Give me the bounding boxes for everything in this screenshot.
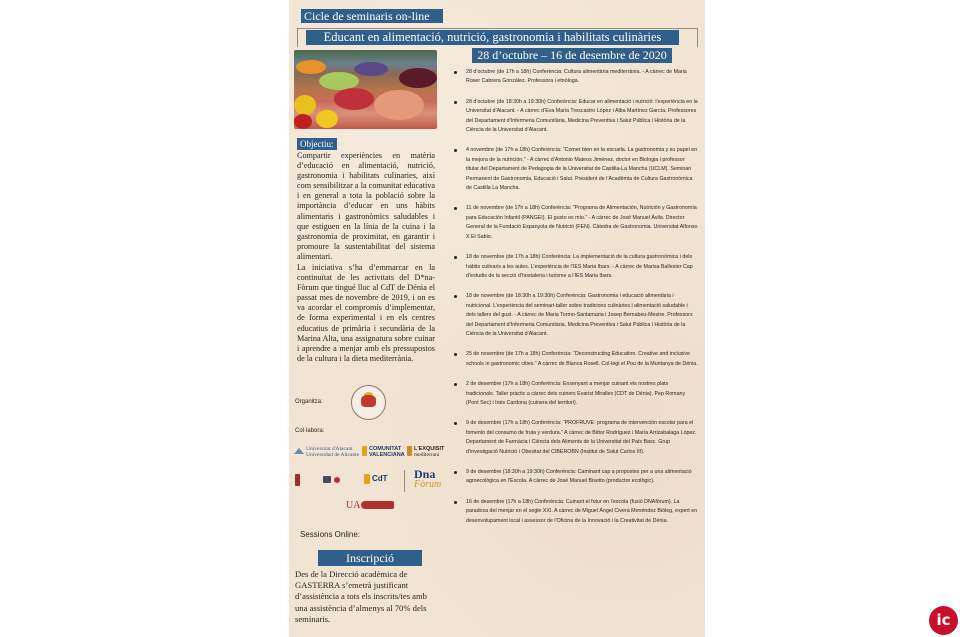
objective-text: Compartir experiències en matèria d’educació en alimentació, nutrició, gastronomia i habilitats culinaries, així com sensibilitzar a la comunitat educativa i en general a tota la població sobre la importància d’educar en uns hàbits alimentaris i gastronòmics saludables i que estiguen en la línia de la cuina i la gastronomia de proximitat, en garantir i promoure la sustentabilitat del sistema alimentari. [297, 151, 435, 261]
cdt-logo-icon [364, 474, 370, 484]
exquisit-logo-icon [407, 446, 412, 456]
ua-short-logo: UA [346, 500, 361, 511]
creative-cities-logo [334, 477, 340, 483]
unesco-logo [323, 476, 331, 483]
event-item: 11 de novembre (de 17h a 18h) Conferència: “Programa de Alimentación, Nutrición y Gastronomía para Educación Infantil (PANGEI). El gusto es mío.” - A càrrec de José Manuel Ávila. Director General de la Fundació Espanyola de Nutrició (FEN). Càtedra de Gastronomia. Universitat Alfonso X El Sabio. [450, 204, 698, 242]
cv-logo-icon [362, 446, 367, 456]
logo-divider [404, 470, 405, 492]
organitza-label: Organitza: [295, 399, 323, 405]
cv-logo-line2: VALENCIANA [369, 452, 405, 458]
event-item: 18 de novembre (de 17h a 18h) Conferència: La implementació de la cultura gastronòmica i dels hàbits culinaris a les aules. L’experiència de l’IES Maria Ibars. - A càrrec de Marisa Ballester Cap d’estudis de la secció d’hostaleria i turisme a l’IES Maria Ibars. [450, 253, 698, 281]
cdt-logo-text: CdT [372, 474, 388, 483]
event-item: 18 de novembre (de 18:30h a 19:30h) Conferència: Gastronomia i educació alimentària i nutricional. L’experiència del seminari-taller sobre tradicions culinàries i alimentació saludable i dels tallers del gust. - A càrrec de Maria Tormo-Santamaria i Josep Bernabeu-Mestre. Professors del Departament d’Infermeria Comunitària, Medicina Preventiva i Salut Pública i Història de la Ciència de la Universitat d’Alacant. [450, 292, 698, 339]
ua-logo-icon [294, 448, 304, 454]
event-item: 9 de desembre (17h a 18h) Conferència: “PROFRUVE: programa de intervención escolar para el fomento del consumo de fruta y verdura.” A càrrec de Bittor Rodríguez i María Arrizabalaga López. Departament de Farmàcia i Ciència dels Aliments de la Universitat del País Basc. Grup d’investigació Nutrició i Obesitat del CIBEROBN (Institut de Salut Carlos III). [450, 419, 698, 457]
seminar-poster [289, 0, 705, 637]
event-item: 9 de desembre (18:30h a 19:30h) Conferència: Caminant cap a propostes per a una alimentació agroecològica en l’Escola. A càrrec de José Manuel Bisetto (productor ecològic). [450, 468, 698, 487]
site-watermark-logo [929, 606, 958, 635]
series-title-banner: Cicle de seminaris on-line [301, 9, 443, 23]
ua-logo-line2: Universidad de Alicante [306, 452, 360, 458]
gasterra-logo [351, 385, 386, 420]
main-title-banner: Educant en alimentació, nutrició, gastronomia i habilitats culinàries [306, 30, 679, 45]
exquisit-logo-line1: L'EXQUISIT [414, 446, 445, 452]
collabora-label: Col·labora: [295, 428, 325, 434]
initiative-text: La iniciativa s’ha d’emmarcar en la continuïtat de les activitats del D*na-Fòrum que tingué lloc al CdT de Dénia el passat mes de novembre de 2019, i on es va acordar el compromís d’implementar, de forma experimental i en els centres educatius de primària i secundària de la Marina Alta, una assignatura sobre cuinar i aprendre a menjar amb els pressupostos de la cultura i la dieta mediterrània. [297, 263, 435, 363]
event-item: 2 de desembre (17h a 18h) Conferència: Ensenyant a menjar cuinant els nostres plats tradicionals. Taller pràctic a càrrec dels cuiners Evarist Miralles (CDT de Dénia), Pep Romany (Pont Sec) i Inés Cardona (cuinera del territori). [450, 380, 698, 408]
ua-red-shape [361, 501, 394, 509]
event-list [450, 68, 698, 526]
exquisit-logo-line2: mediterrani [414, 452, 440, 458]
cv-logo-line1: COMUNITAT [369, 446, 402, 452]
event-item: 4 novembre (de 17h a 18h) Conferència: “Comer bien en la escuela. La gastronomia y su papel en la mejora de la nutrición.” - A càrrec d’Antonio Mateos Jiménez, doctor en Biologia i professor titular del Departament de Pedagogia de la Universitat de Castilla-La Mancha (UCLM). Seminari Permanent de Gastronomia, Educació i Salut. President de l’Acadèmia de Cultura Gastronòmica de Castilla La Mancha. [450, 146, 698, 193]
dna-logo: Dna [414, 467, 436, 481]
forum-logo: Fòrum [414, 479, 442, 490]
ajuntament-logo [295, 474, 300, 486]
sessions-online-label: Sessions Online: [300, 530, 361, 539]
event-item: 28 d’octubre (de 18:30h a 19:30h) Conferència: Educar en alimentació i nutrició: l’experiència en la Universitat d’Alacant. - A càrrec d’Eva Maria Trescastro López i Alba Martínez García. Professores del Departament d’Infermeria Comunitària, Medicina Preventiva i Salut Pública i Història de la Ciència de la Universitat d’Alacant. [450, 98, 698, 136]
event-item: 28 d’octubre (de 17h a 18h) Conferència: Cultura alimentària mediterrània. - A càrrec de Maria Roser Cabrera González. Professora i etnòloga. [450, 68, 698, 87]
ua-logo-line1: Universitat d'Alacant [306, 446, 353, 452]
watermark-text: ic [936, 611, 951, 629]
event-item: 16 de desembre (17h a 18h) Conferència: Cuinant el futur en l’escola (fusió DNAfòrum). La paradoxa del menjar en el segle XXI. A càrrec de Miguel Ángel Civera Menéndez Biòleg, expert en desenvolupament local i assessor de l’Oficina de la Innovació i la Creativitat de Dénia. [450, 498, 698, 526]
date-range-banner: 28 d’octubre – 16 de desembre de 2020 [472, 48, 672, 63]
inscription-text: Des de la Direcció acadèmica de GASTERRA s’emetrà justificant d’assistència a tots els inscrits/tes amb una assistència d’almenys al 70% dels seminaris. [295, 569, 427, 624]
inscription-banner: Inscripció [318, 550, 422, 566]
market-fruit-photo [294, 50, 437, 129]
event-item: 25 de novembre (de 17h a 18h) Conferència: “Deconstructing Education. Creative and inclusive schools in gastronomic cities.” A càrrec de Blanca Rosell. Col·legi el Pou de la Muntanya de Dénia. [450, 350, 698, 369]
objective-label: Objectiu: [297, 138, 337, 150]
